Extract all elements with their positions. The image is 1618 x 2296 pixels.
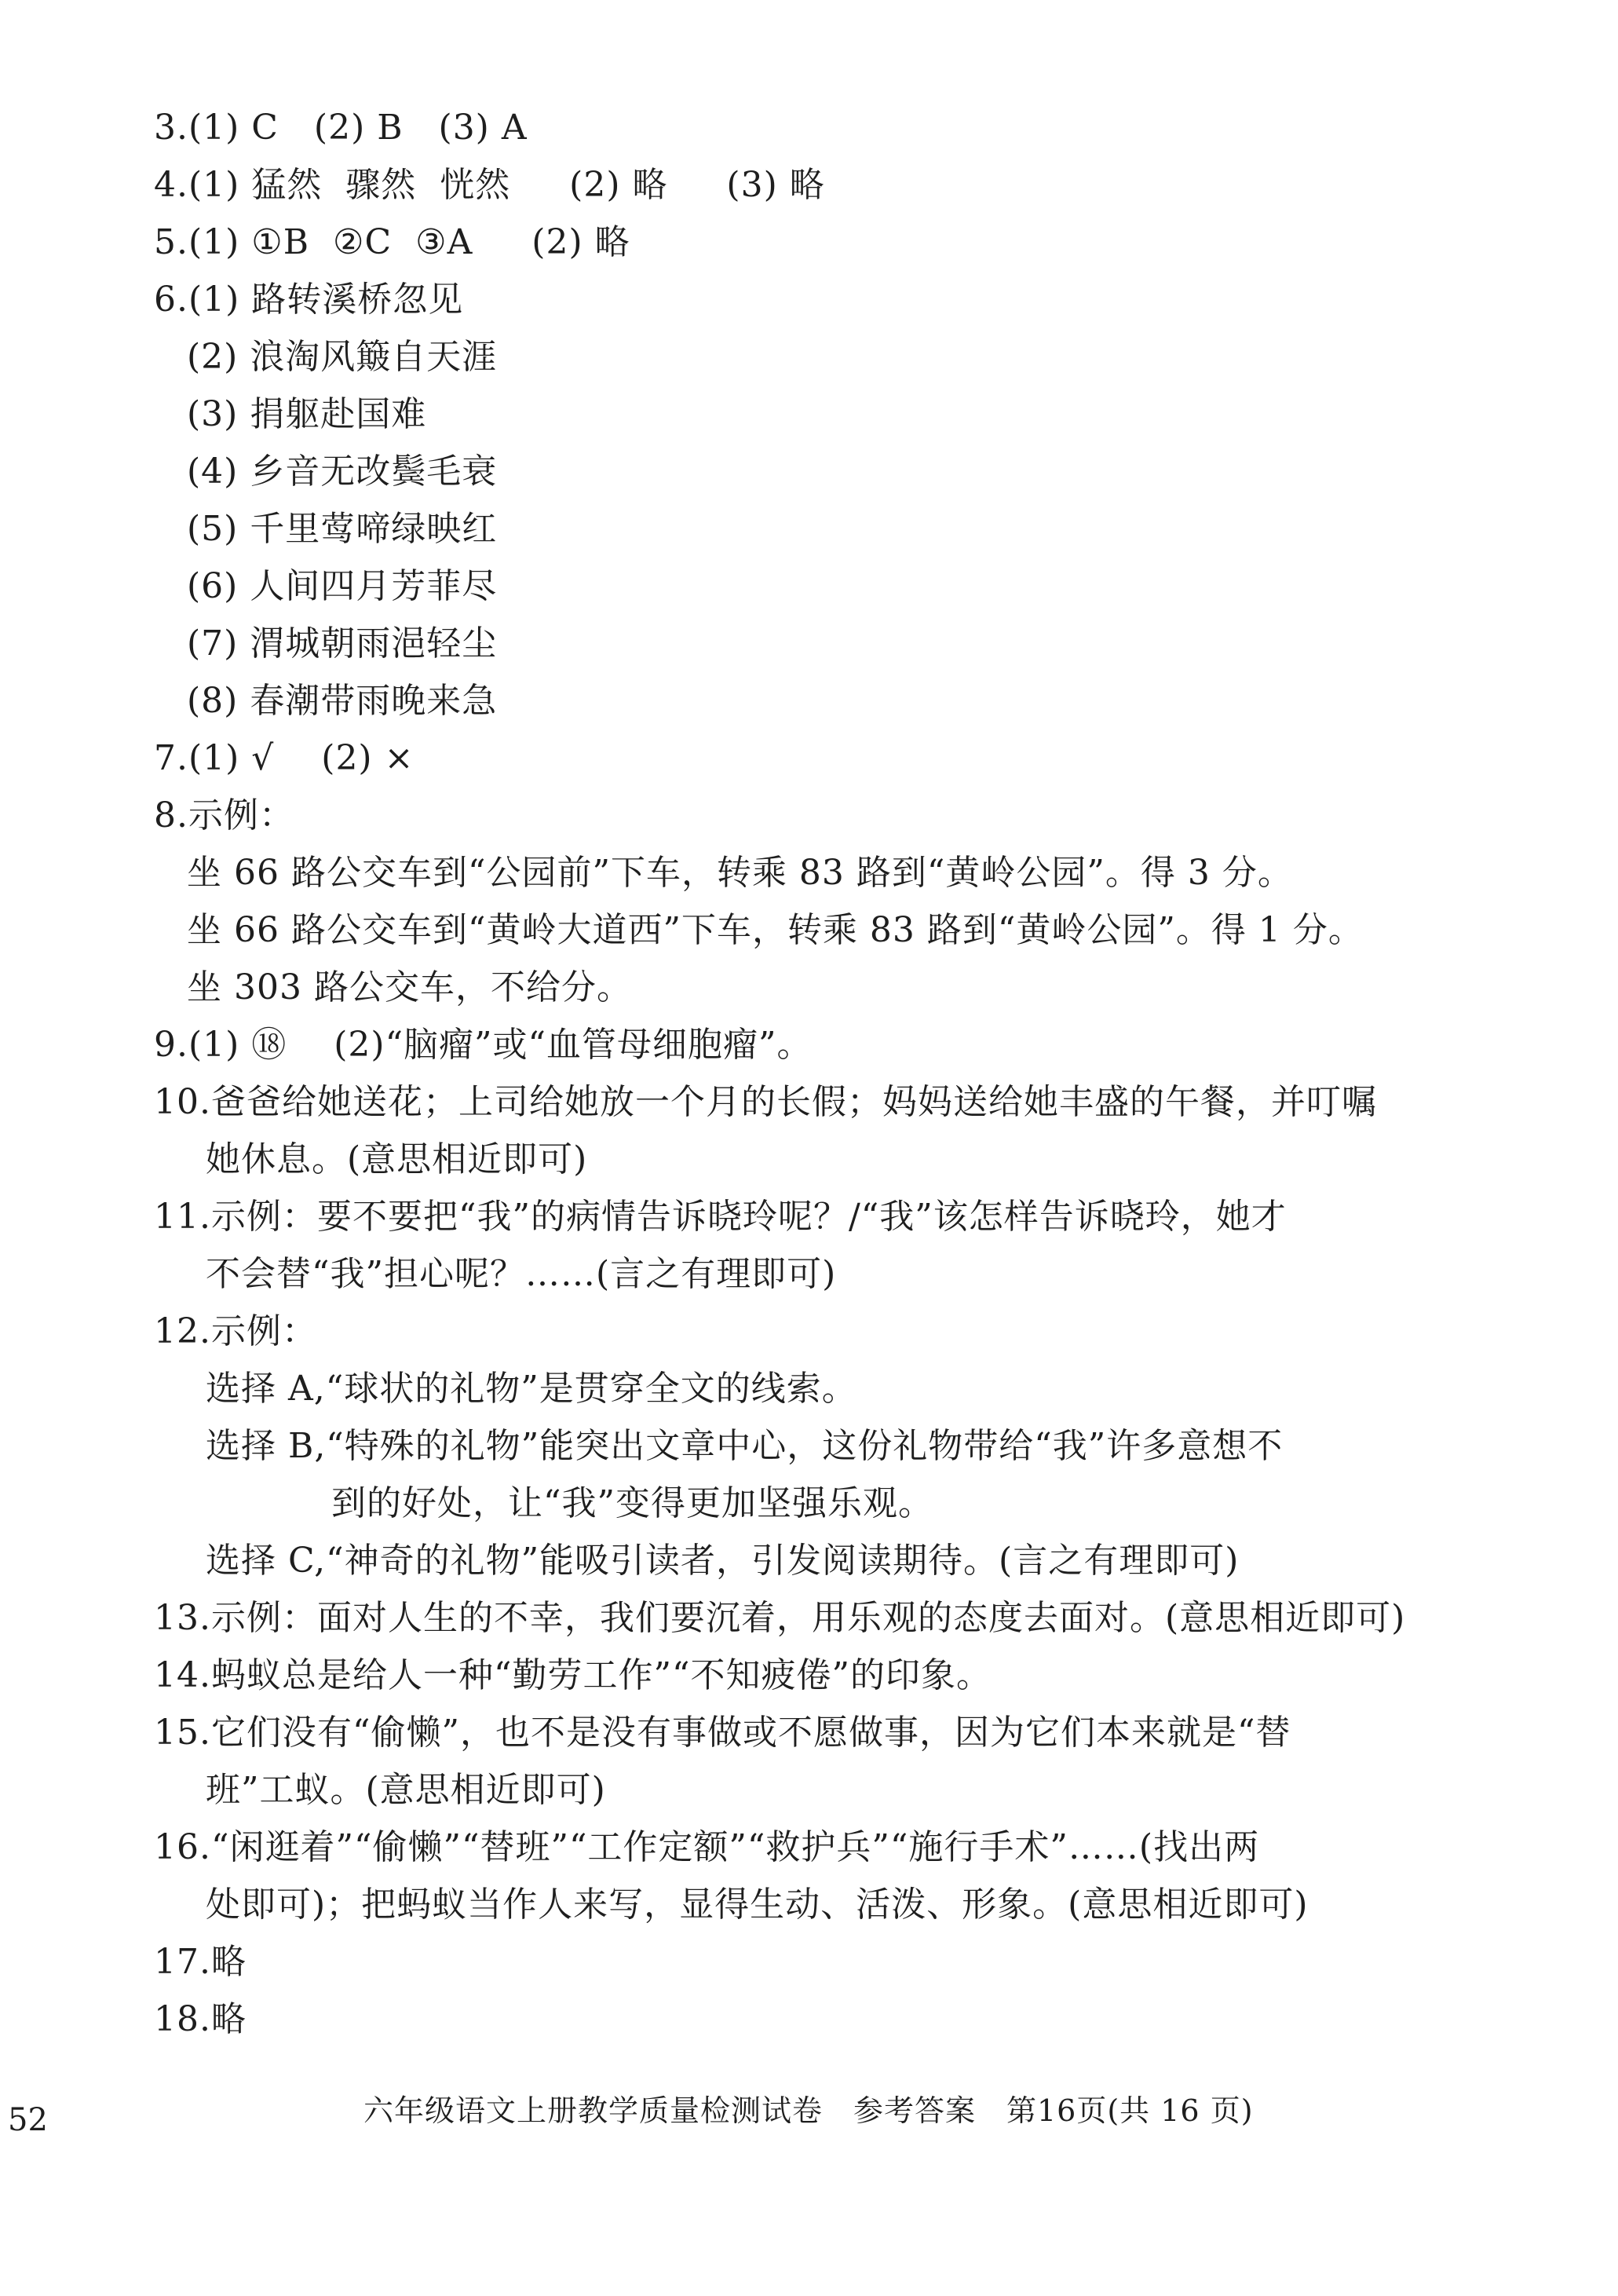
answer-8-line-c: 坐 303 路公交车，不给分。 [187, 967, 632, 1007]
answer-12-heading: 12.示例： [154, 1311, 317, 1351]
answer-8-line-a: 坐 66 路公交车到“公园前”下车，转乘 83 路到“黄岭公园”。得 3 分。 [187, 853, 1293, 893]
answer-6-3: (3) 捐躯赴国难 [187, 394, 427, 434]
answer-15-line-2: 班”工蚁。(意思相近即可) [206, 1770, 606, 1810]
answer-11-line-1: 11.示例：要不要把“我”的病情告诉晓玲呢？/“我”该怎样告诉晓玲，她才 [154, 1197, 1287, 1237]
answer-3: 3.(1) C (2) B (3) A [154, 108, 528, 148]
answer-16-line-2: 处即可)；把蚂蚁当作人来写，显得生动、活泼、形象。(意思相近即可) [206, 1885, 1309, 1925]
answer-12-option-c: 选择 C,“神奇的礼物”能吸引读者，引发阅读期待。(言之有理即可) [206, 1541, 1240, 1581]
answer-8-heading: 8.示例： [154, 795, 294, 835]
answer-6-2: (2) 浪淘风簸自天涯 [187, 337, 498, 377]
answer-12-option-b-cont: 到的好处，让“我”变得更加坚强乐观。 [331, 1483, 933, 1523]
page-number: 52 [8, 2102, 48, 2138]
answer-10-line-1: 10.爸爸给她送花；上司给她放一个月的长假；妈妈送给她丰盛的午餐，并叮嘱 [154, 1082, 1377, 1122]
answer-11-line-2: 不会替“我”担心呢？……(言之有理即可) [206, 1254, 837, 1294]
answer-6-5: (5) 千里莺啼绿映红 [187, 509, 498, 549]
answer-12-option-b: 选择 B,“特殊的礼物”能突出文章中心，这份礼物带给“我”许多意想不 [206, 1426, 1284, 1466]
answer-6-4: (4) 乡音无改鬓毛衰 [187, 452, 498, 492]
answer-17: 17.略 [154, 1942, 247, 1982]
answer-12-option-a: 选择 A,“球状的礼物”是贯穿全文的线索。 [206, 1369, 857, 1409]
answer-6-7: (7) 渭城朝雨浥轻尘 [187, 623, 498, 664]
answer-7: 7.(1) √ (2) × [154, 738, 415, 778]
answer-6-8: (8) 春潮带雨晚来急 [187, 681, 498, 721]
answer-6-1: 6.(1) 路转溪桥忽见 [154, 280, 464, 320]
answer-4: 4.(1) 猛然 骤然 恍然 (2) 略 (3) 略 [154, 165, 825, 205]
footer-title: 六年级语文上册教学质量检测试卷 参考答案 第16页(共 16 页) [363, 2093, 1254, 2128]
answer-5: 5.(1) ①B ②C ③A (2) 略 [154, 222, 630, 262]
answer-18: 18.略 [154, 1999, 247, 2039]
answer-14: 14.蚂蚁总是给人一种“勤劳工作”“不知疲倦”的印象。 [154, 1655, 992, 1695]
answer-8-line-b: 坐 66 路公交车到“黄岭大道西”下车，转乘 83 路到“黄岭公园”。得 1 分。 [187, 910, 1364, 950]
answer-16-line-1: 16.“闲逛着”“偷懒”“替班”“工作定额”“救护兵”“施行手术”……(找出两 [154, 1827, 1260, 1867]
answer-15-line-1: 15.它们没有“偷懒”，也不是没有事做或不愿做事，因为它们本来就是“替 [154, 1713, 1291, 1753]
answer-13: 13.示例：面对人生的不幸，我们要沉着，用乐观的态度去面对。(意思相近即可) [154, 1598, 1406, 1638]
answer-9: 9.(1) ⑱ (2)“脑瘤”或“血管母细胞瘤”。 [154, 1025, 813, 1065]
answer-10-line-2: 她休息。(意思相近即可) [206, 1139, 588, 1179]
answer-6-6: (6) 人间四月芳菲尽 [187, 566, 498, 606]
